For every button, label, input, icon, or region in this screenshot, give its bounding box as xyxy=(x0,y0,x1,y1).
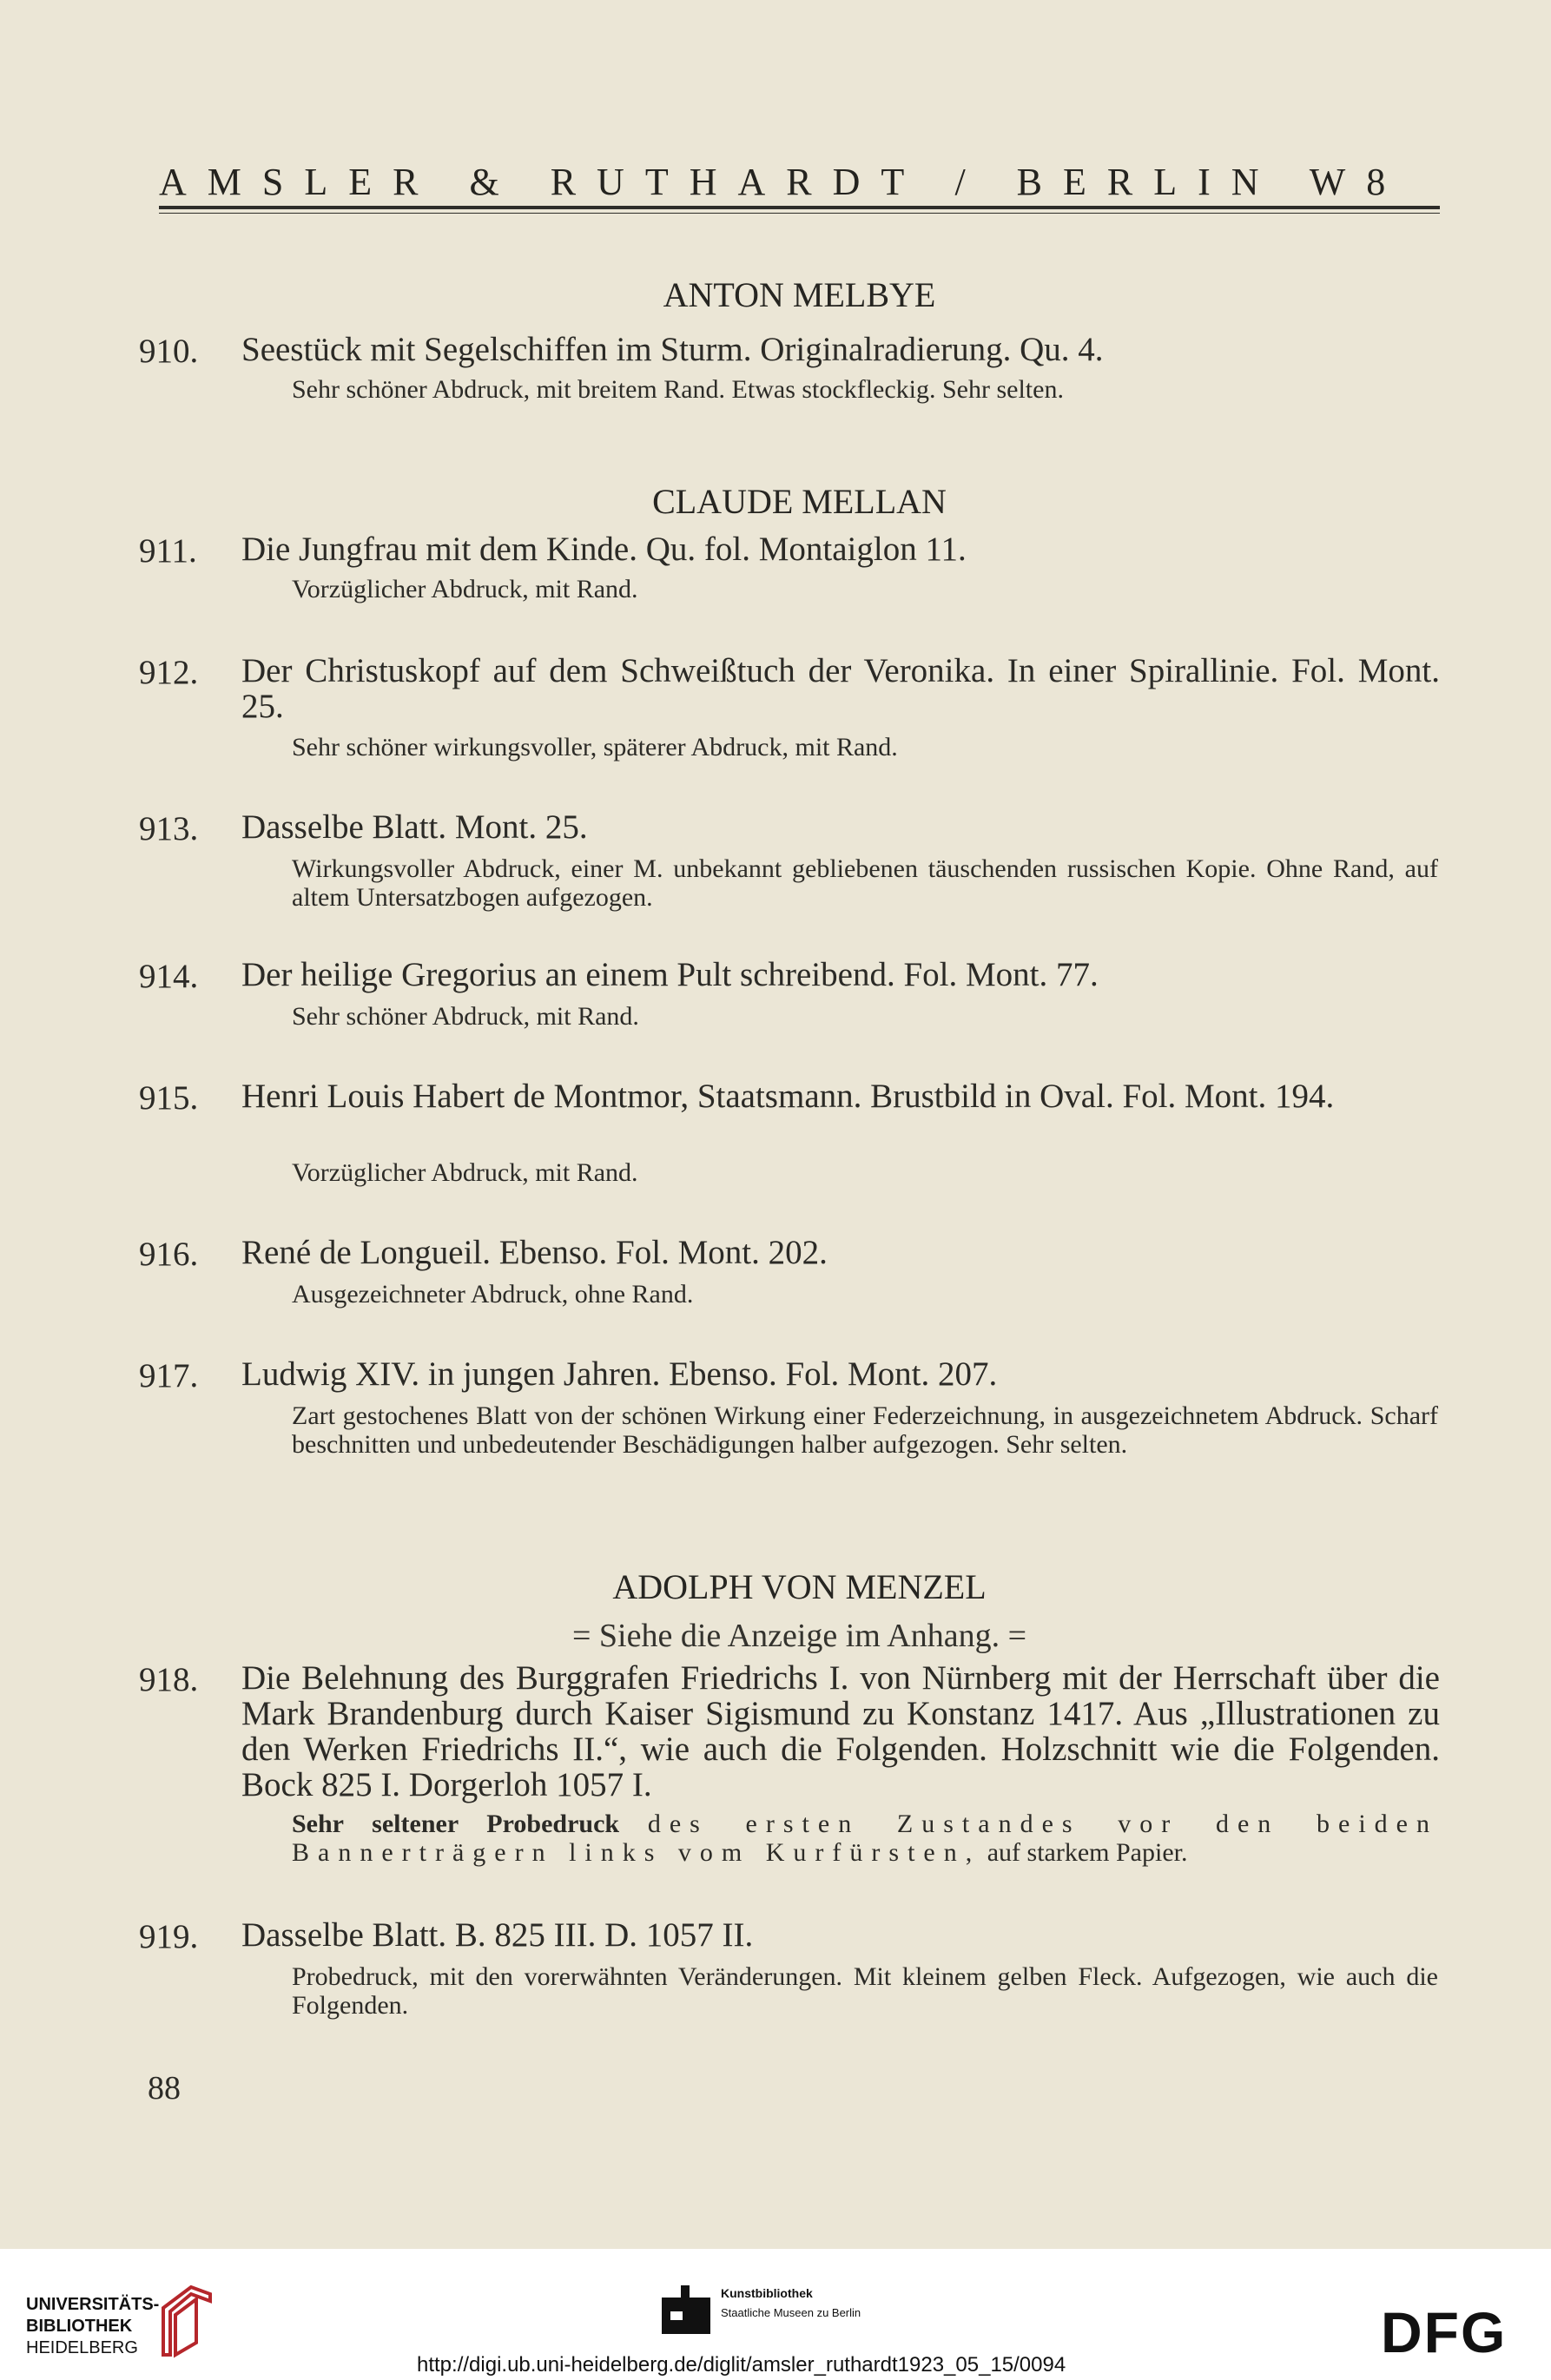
entry-note: Ausgezeichneter Abdruck, ohne Rand. xyxy=(292,1280,694,1309)
permalink-url[interactable]: http://digi.ub.uni-heidelberg.de/diglit/amsler_ruthardt1923_05_15/0094 xyxy=(417,2353,1066,2377)
entry-title: Die Belehnung des Burggrafen Friedrichs I. von Nürnberg mit der Herrschaft über die Mark Brandenburg durch Kaiser Sigismund zu Konstanz 1417. Aus „Illustrationen zu den Werken Friedrichs II.“, wie auch die Folgenden. Holzschnitt wie die Folgenden. Bock 825 I. Dorgerloh 1057 I. xyxy=(241,1659,1440,1803)
library-name-line1: UNIVERSITÄTS- xyxy=(26,2295,160,2314)
entry-number: 914. xyxy=(139,958,199,995)
entry-note: Sehr schöner wirkungsvoller, späterer Abdruck, mit Rand. xyxy=(292,733,898,761)
university-library-logo-icon xyxy=(156,2282,217,2360)
entry-number: 918. xyxy=(139,1661,199,1698)
entry-number: 917. xyxy=(139,1357,199,1394)
entry-number: 916. xyxy=(139,1236,199,1273)
header-rule-thick xyxy=(159,206,1440,209)
entry-note: Probedruck, mit den vorerwähnten Veränderungen. Mit kleinem gelben Fleck. Aufgezogen, wie auch die Folgenden. xyxy=(292,1962,1438,2020)
entry-note-emphasis: Sehr seltener Probedruck xyxy=(292,1810,620,1838)
see-appendix-note: = Siehe die Anzeige im Anhang. = xyxy=(571,1618,1027,1654)
entry-title: Der Christuskopf auf dem Schweißtuch der Veronika. In einer Spirallinie. Fol. Mont. 25. xyxy=(241,652,1440,725)
entry-note: Vorzüglicher Abdruck, mit Rand. xyxy=(292,575,638,603)
digitization-footer xyxy=(0,2249,1551,2380)
entry-note: Sehr schöner Abdruck, mit Rand. xyxy=(292,1002,639,1031)
entry-note: Zart gestochenes Blatt von der schönen Wirkung einer Federzeichnung, in ausgezeichnetem Abdruck. Scharf beschnitten und unbedeutender Beschädigungen halber aufgezogen. Sehr selten. xyxy=(292,1401,1438,1459)
entry-number: 919. xyxy=(139,1918,199,1955)
entry-note-tail: auf starkem Papier. xyxy=(987,1838,1188,1867)
library-name-line2: BIBLIOTHEK xyxy=(26,2317,133,2336)
section-title-mellan: CLAUDE MELLAN xyxy=(652,482,947,521)
entry-title: Ludwig XIV. in jungen Jahren. Ebenso. Fol. Mont. 207. xyxy=(241,1355,998,1393)
section-title-menzel: ADOLPH VON MENZEL xyxy=(612,1567,987,1606)
kunstbibliothek-name xyxy=(721,2284,861,2323)
library-name-line3: HEIDELBERG xyxy=(26,2338,138,2357)
entry-title: Der heilige Gregorius an einem Pult schreibend. Fol. Mont. 77. xyxy=(241,956,1099,993)
entry-title: René de Longueil. Ebenso. Fol. Mont. 202. xyxy=(241,1234,828,1271)
entry-number: 913. xyxy=(139,810,199,847)
entry-note: Wirkungsvoller Abdruck, einer M. unbekannt gebliebenen täuschenden russischen Kopie. Ohne Rand, auf altem Untersatzbogen aufgezogen. xyxy=(292,854,1438,912)
kunstbibliothek-line2: Staatliche Museen zu Berlin xyxy=(721,2306,861,2319)
entry-note xyxy=(292,1810,1438,1867)
entry-title: Dasselbe Blatt. Mont. 25. xyxy=(241,808,588,846)
entry-number: 912. xyxy=(139,654,199,691)
kunstbibliothek-logo-icon xyxy=(662,2285,710,2334)
header-rule-thin xyxy=(159,213,1440,214)
publisher-header: AMSLER & RUTHARDT / BERLIN W8 xyxy=(159,161,1407,203)
entry-title: Henri Louis Habert de Montmor, Staatsmann. Brustbild in Oval. Fol. Mont. 194. xyxy=(241,1078,1335,1115)
entry-number: 910. xyxy=(139,333,199,370)
library-name xyxy=(26,2294,159,2359)
page-number: 88 xyxy=(148,2070,181,2106)
entry-title: Seestück mit Segelschiffen im Sturm. Originalradierung. Qu. 4. xyxy=(241,331,1104,368)
entry-note: Sehr schöner Abdruck, mit breitem Rand. Etwas stockfleckig. Sehr selten. xyxy=(292,375,1064,404)
entry-title: Dasselbe Blatt. B. 825 III. D. 1057 II. xyxy=(241,1916,754,1954)
entry-note: Vorzüglicher Abdruck, mit Rand. xyxy=(292,1158,638,1187)
entry-title: Die Jungfrau mit dem Kinde. Qu. fol. Montaiglon 11. xyxy=(241,531,967,568)
entry-number: 915. xyxy=(139,1079,199,1117)
section-title-melbye: ANTON MELBYE xyxy=(663,275,936,314)
kunstbibliothek-line1: Kunstbibliothek xyxy=(721,2286,813,2300)
entry-note-spaced: des ersten Zustandes vor den beiden Bannerträgern links vom Kurfürsten, xyxy=(292,1810,1438,1867)
entry-number: 911. xyxy=(139,532,197,570)
dfg-logo: DFG xyxy=(1381,2300,1508,2364)
